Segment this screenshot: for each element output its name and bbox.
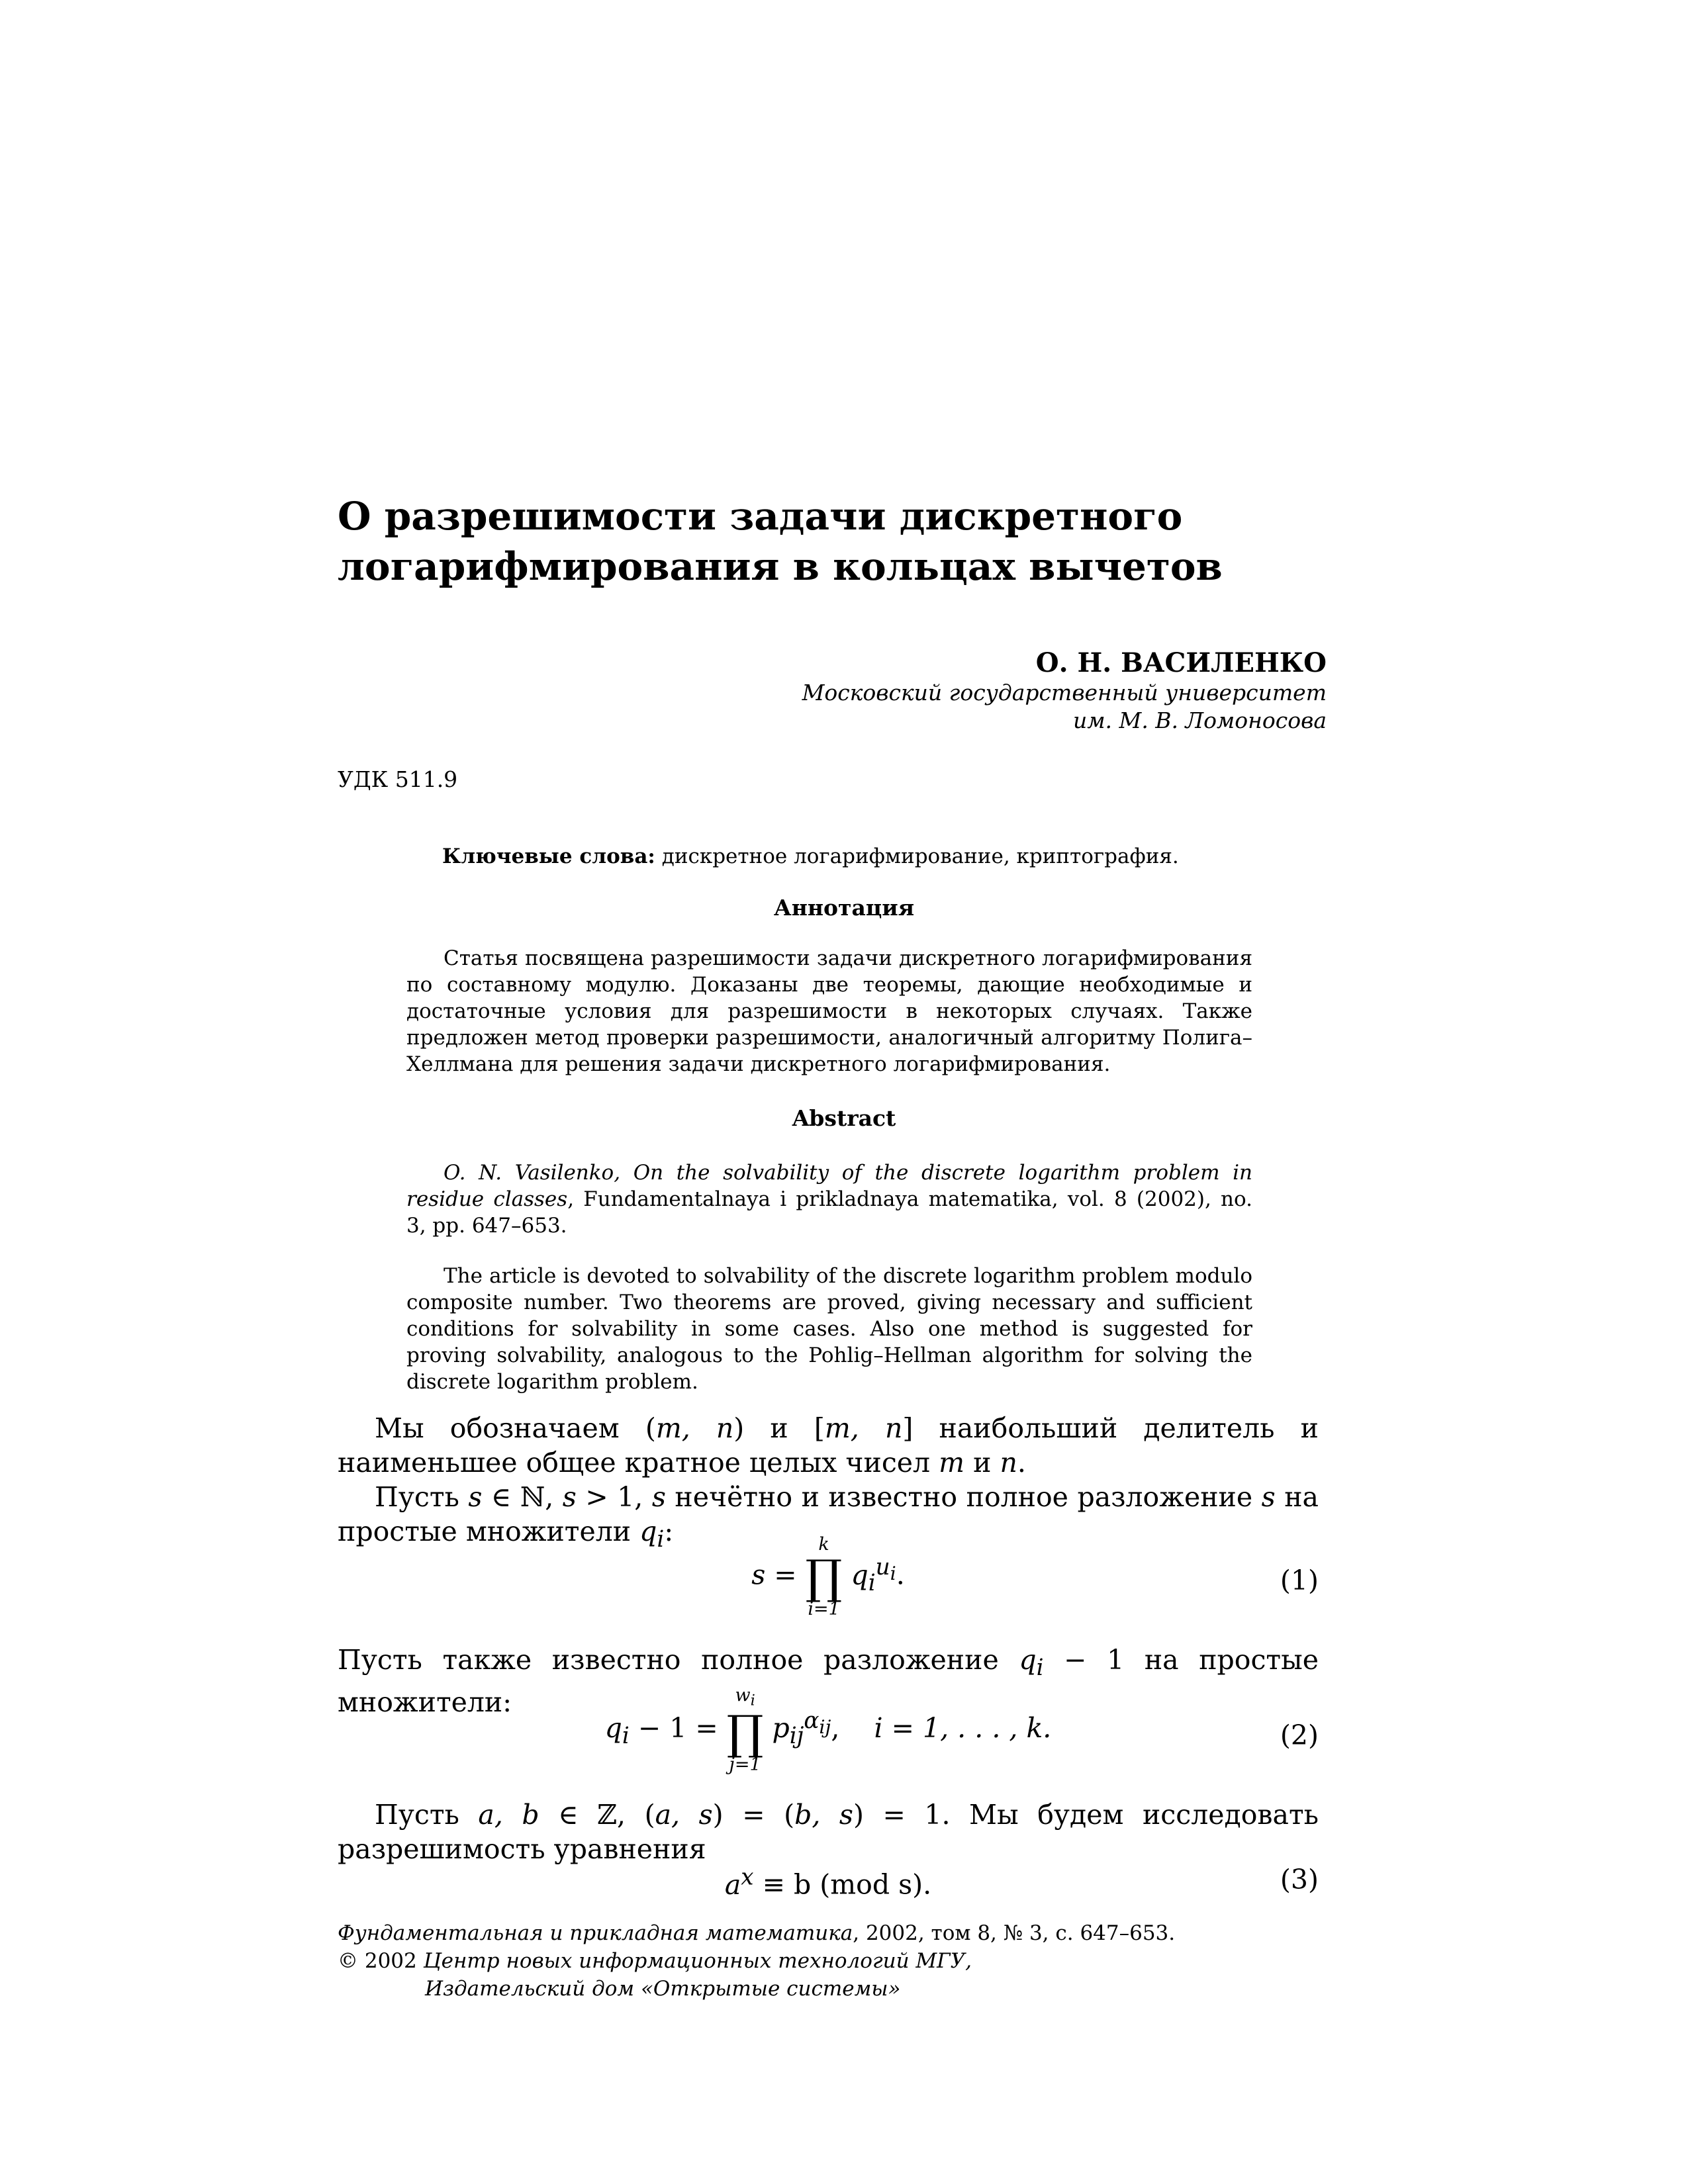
keywords-text: дискретное логарифмирование, криптография.	[655, 844, 1179, 868]
abstract-citation	[406, 1160, 1252, 1239]
body-paragraph-4: Пусть a, b ∈ ℤ, (a, s) = (b, s) = 1. Мы будем исследовать разрешимость уравнения	[338, 1799, 1319, 1865]
affiliation-line-2: им. М. В. Ломоносова	[1072, 707, 1327, 733]
annotation-text: Статья посвящена разрешимости задачи дискретного логарифмирования по составному модулю. Доказаны две теоремы, дающие необходимые и достаточные условия для разрешимости в некоторых случаях. Также предложен метод проверки разрешимости, аналогичный алгоритму Полига–Хеллмана для решения задачи дискретного логарифмирования.	[406, 946, 1252, 1076]
citation-italic: O. N. Vasilenko, On the solvability of the discrete logarithm problem in residue classes	[406, 1161, 1252, 1211]
equation-3-number: (3)	[1280, 1864, 1319, 1895]
affiliation-line-1: Московский государственный университет	[802, 680, 1327, 705]
page-footer	[338, 1919, 1175, 2003]
citation-rest: , Fundamentalnaya i prikladnaya matematika, vol. 8 (2002), no. 3, pp. 647–653.	[406, 1187, 1253, 1238]
footer-copyright: © 2002 Центр новых информационных технологий МГУ,	[338, 1949, 972, 1973]
body-paragraph-1: Мы обозначаем (m, n) и [m, n] наибольший делитель и наименьшее общее кратное целых чисел m и n.	[338, 1412, 1319, 1479]
keywords-label: Ключевые слова:	[442, 844, 655, 868]
equation-2: $q_i - 1$ = $w_i$ ∏ j=1 $p_{ij}^{\alpha_{ij}}$, i = 1, . . . , k. (2)	[604, 1685, 1319, 1776]
body-paragraph-3: Пусть также известно полное разложение $q_i - 1$ на простые множители:	[338, 1644, 1319, 1719]
udk-code: УДК 511.9	[338, 766, 458, 792]
keywords	[442, 844, 1179, 868]
paper-title	[338, 491, 1463, 592]
author-affiliation	[802, 679, 1327, 735]
equation-2-number: (2)	[1280, 1719, 1319, 1751]
abstract-text: The article is devoted to solvability of the discrete logarithm problem modulo composite number. Two theorems are proved, giving necessary and sufficient conditions for solvability in some cases. Also one method is suggested for proving solvability, analogous to the Pohlig–Hellman algorithm for solving the discrete logarithm problem.	[406, 1264, 1252, 1394]
author-name: О. Н. ВАСИЛЕНКО	[1035, 647, 1327, 678]
title-line-1: О разрешимости задачи дискретного	[338, 494, 1183, 539]
equation-3: $a^x \equiv b$ (mod s). (3)	[724, 1864, 1319, 1901]
footer-publisher: Издательский дом «Открытые системы»	[425, 1977, 901, 2001]
annotation-heading: Аннотация	[773, 895, 915, 921]
equation-1: s = k ∏ i=1 $q_i^{u_i}$. (1)	[751, 1534, 1319, 1619]
title-line-2: логарифмирования в кольцах вычетов	[338, 544, 1223, 589]
body-paragraph-2: Пусть s ∈ ℕ, s > 1, s нечётно и известно полное разложение s на простые множители $q_i$:	[338, 1481, 1319, 1553]
abstract-heading: Abstract	[792, 1105, 896, 1131]
equation-1-number: (1)	[1280, 1565, 1319, 1596]
footer-journal: Фундаментальная и прикладная математика, 2002, том 8, № 3, с. 647–653.	[338, 1921, 1176, 1945]
